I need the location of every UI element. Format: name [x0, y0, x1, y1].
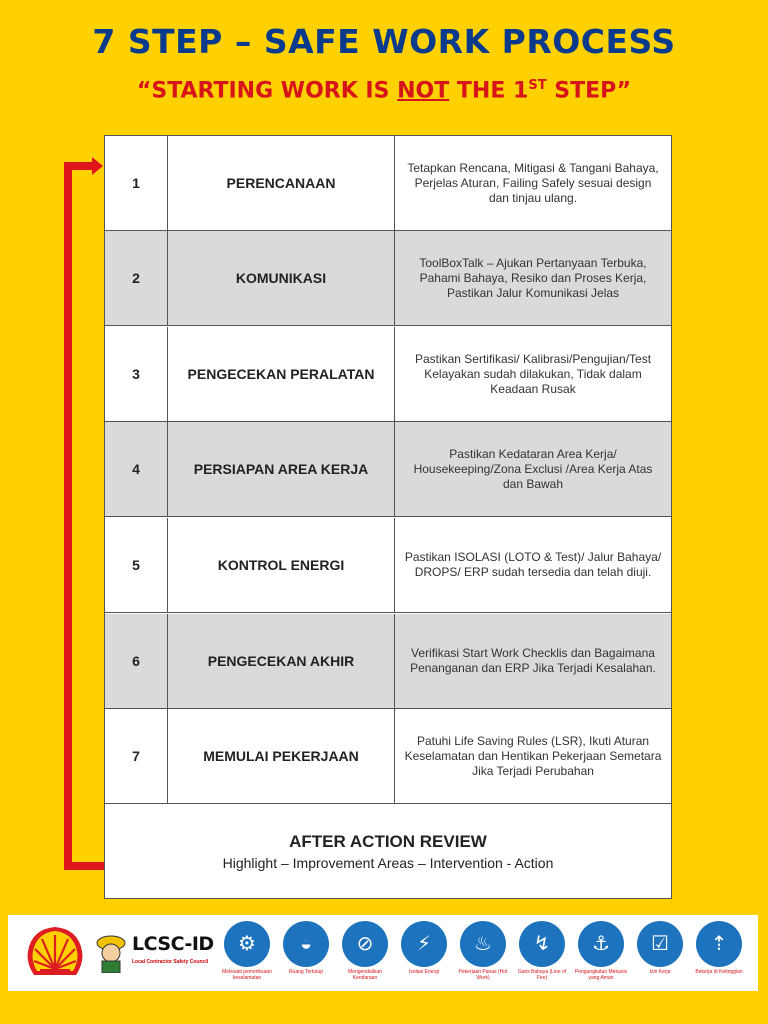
page-subtitle [0, 78, 768, 103]
step-name: PENGECEKAN PERALATAN [168, 327, 395, 421]
step-name: PERENCANAAN [168, 136, 395, 230]
working-at-height-icon: ⇡ [696, 921, 742, 967]
step-description: Pastikan ISOLASI (LOTO & Test)/ Jalur Bahaya/ DROPS/ ERP sudah tersedia dan telah diuji. [404, 550, 662, 579]
mascot-icon [94, 933, 128, 973]
step-name: PENGECEKAN AKHIR [168, 614, 395, 708]
lsr-item [631, 921, 689, 975]
vehicle-icon: ⊘ [342, 921, 388, 967]
subtitle-sup: ST [528, 78, 547, 93]
step-number: 2 [105, 231, 168, 325]
permit-icon: ☑ [637, 921, 683, 967]
lsr-item [454, 921, 512, 981]
step-number: 1 [105, 136, 168, 230]
lsr-label: Isolasi Energi [408, 969, 439, 975]
loop-arrow-head-icon [92, 157, 103, 175]
shell-logo-icon [24, 923, 86, 979]
step-number: 3 [105, 327, 168, 421]
step-name: KOMUNIKASI [168, 231, 395, 325]
lsr-item [395, 921, 453, 975]
lcsc-logo-sub: Local Contractor Safety Council [132, 959, 209, 965]
step-description: Verifikasi Start Work Checklis dan Bagaimana Penanganan dan ERP Jika Terjadi Kesalahan. [410, 646, 656, 675]
step-description: Pastikan Sertifikasi/ Kalibrasi/Pengujian/Test Kelayakan sudah dilakukan, Tidak dalam Keadaan Rusak [414, 351, 652, 396]
fire-icon: ♨ [460, 921, 506, 967]
review-subtitle: Highlight – Improvement Areas – Intervention - Action [222, 855, 554, 871]
lsr-label: Pengangkatan Mekanis yang Aman [574, 969, 628, 981]
lsr-label: Bekerja di Ketinggian [695, 969, 743, 975]
lsr-label: Melewati pemeriksaan keselamatan [222, 969, 272, 981]
step-number: 5 [105, 518, 168, 612]
review-title: AFTER ACTION REVIEW [289, 832, 487, 851]
lsr-item [336, 921, 394, 981]
steps-table [104, 135, 672, 899]
lsr-label: Mengendalikan Kendaraan [348, 969, 382, 981]
step-number: 6 [105, 614, 168, 708]
step-description: ToolBoxTalk – Ajukan Pertanyaan Terbuka, Pahami Bahaya, Resiko dan Proses Kerja, Pastikan Jalur Komunikasi Jelas [419, 255, 647, 300]
lcsc-logo [94, 929, 214, 977]
lsr-label: Ruang Tertutup [288, 969, 324, 975]
step-name: KONTROL ENERGI [168, 518, 395, 612]
table-row [105, 136, 671, 231]
lsr-item [218, 921, 276, 981]
energy-isolation-icon: ⚡ [401, 921, 447, 967]
loop-arrow-line [64, 162, 72, 870]
step-description: Pastikan Kedataran Area Kerja/ Housekeeping/Zona Exclusi /Area Kerja Atas dan Bawah [413, 446, 653, 491]
lsr-label: Izin Kerja [649, 969, 671, 975]
lsr-item [572, 921, 630, 981]
page-title: 7 STEP – SAFE WORK PROCESS [92, 22, 676, 61]
table-row [105, 327, 671, 422]
person-gauge-icon: ⚙ [224, 921, 270, 967]
lsr-item [277, 921, 335, 975]
lsr-label: Pekerjaan Panas (Hot Work) [458, 969, 508, 981]
lsr-label: Garis Bahaya (Line of Fire) [517, 969, 567, 981]
step-description: Tetapkan Rencana, Mitigasi & Tangani Bahaya, Perjelas Aturan, Failing Safely sesuai design dan tinjau ulang. [407, 160, 659, 205]
table-row [105, 614, 671, 709]
table-row [105, 709, 671, 804]
table-row [105, 422, 671, 517]
line-of-fire-icon: ↯ [519, 921, 565, 967]
step-number: 7 [105, 709, 168, 803]
step-description: Patuhi Life Saving Rules (LSR), Ikuti Aturan Keselamatan dan Hentikan Pekerjaan Semetara Jika Terjadi Perubahan [404, 733, 662, 778]
footer-banner [8, 915, 758, 991]
table-row [105, 518, 671, 613]
step-name: MEMULAI PEKERJAAN [168, 709, 395, 803]
lsr-item [513, 921, 571, 981]
confined-space-icon: ◒ [283, 921, 329, 967]
subtitle-part: THE 1 [449, 78, 529, 104]
subtitle-part: STEP” [546, 78, 632, 104]
lifting-icon: ⚓ [578, 921, 624, 967]
after-action-review [105, 806, 671, 898]
subtitle-part: “STARTING WORK IS [136, 78, 398, 104]
step-number: 4 [105, 422, 168, 516]
loop-arrow-top [64, 162, 94, 170]
loop-arrow-bottom [64, 862, 106, 870]
lsr-item [690, 921, 748, 975]
table-row [105, 231, 671, 326]
subtitle-not: NOT [397, 78, 450, 104]
step-name: PERSIAPAN AREA KERJA [168, 422, 395, 516]
lcsc-logo-text: LCSC-ID [132, 933, 214, 955]
